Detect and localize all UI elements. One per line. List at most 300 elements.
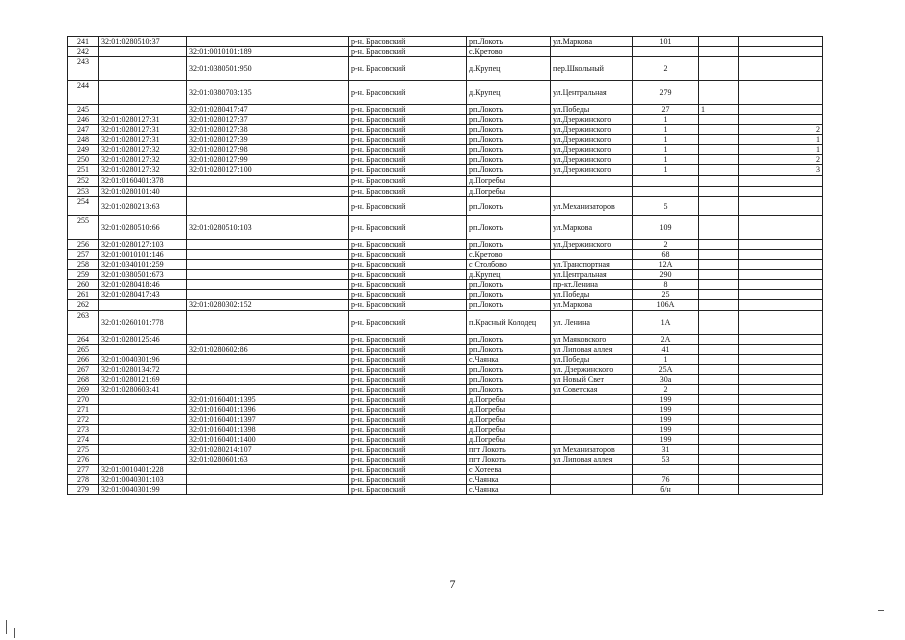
- street-cell: ул Липовая аллея: [551, 455, 633, 465]
- street-cell: [551, 47, 633, 57]
- street-cell: ул.Маркова: [551, 37, 633, 47]
- house-number-cell: 109: [633, 216, 699, 240]
- street-cell: [551, 485, 633, 495]
- house-number-cell: 1: [633, 355, 699, 365]
- extra-cell: 1: [699, 105, 739, 115]
- street-cell: ул.Центральная: [551, 81, 633, 105]
- extra-cell: [699, 165, 739, 176]
- street-cell: [551, 405, 633, 415]
- house-number-cell: 279: [633, 81, 699, 105]
- street-cell: [551, 435, 633, 445]
- extra-cell: 2: [739, 125, 823, 135]
- row-number-cell: 258: [68, 260, 99, 270]
- cadastral-number-cell: 32:01:0280213:63: [99, 197, 187, 216]
- extra-cell: [699, 375, 739, 385]
- table-row: [68, 415, 823, 425]
- table-row: [68, 176, 823, 187]
- house-number-cell: 2: [633, 385, 699, 395]
- settlement-cell: пгт Локоть: [467, 455, 551, 465]
- extra-cell: [739, 270, 823, 280]
- table-row: [68, 115, 823, 125]
- district-cell: р-н. Брасовский: [349, 485, 467, 495]
- table-row: [68, 485, 823, 495]
- street-cell: ул.Дзержинского: [551, 155, 633, 165]
- extra-cell: [739, 385, 823, 395]
- district-cell: р-н. Брасовский: [349, 135, 467, 145]
- district-cell: р-н. Брасовский: [349, 250, 467, 260]
- house-number-cell: 106А: [633, 300, 699, 311]
- extra-cell: [699, 250, 739, 260]
- district-cell: р-н. Брасовский: [349, 445, 467, 455]
- street-cell: [551, 425, 633, 435]
- district-cell: р-н. Брасовский: [349, 311, 467, 335]
- row-number-cell: 256: [68, 240, 99, 250]
- district-cell: р-н. Брасовский: [349, 395, 467, 405]
- cadastral-number-cell: 32:01:0280127:32: [99, 145, 187, 155]
- district-cell: р-н. Брасовский: [349, 155, 467, 165]
- row-number-cell: 277: [68, 465, 99, 475]
- extra-cell: [739, 240, 823, 250]
- district-cell: р-н. Брасовский: [349, 197, 467, 216]
- district-cell: р-н. Брасовский: [349, 300, 467, 311]
- table-body: [68, 37, 823, 495]
- street-cell: ул.Победы: [551, 290, 633, 300]
- cadastral-number-cell: 32:01:0280127:31: [99, 115, 187, 125]
- table-row: [68, 290, 823, 300]
- extra-cell: [739, 435, 823, 445]
- cadastral-number-cell: [99, 435, 187, 445]
- settlement-cell: д.Погребы: [467, 187, 551, 197]
- cadastral-number-cell: 32:01:0280121:69: [99, 375, 187, 385]
- extra-cell: [739, 216, 823, 240]
- related-cadastral-number-cell: 32:01:0280127:99: [187, 155, 349, 165]
- settlement-cell: рп.Локоть: [467, 290, 551, 300]
- row-number-cell: 278: [68, 475, 99, 485]
- district-cell: р-н. Брасовский: [349, 435, 467, 445]
- table-row: [68, 197, 823, 216]
- house-number-cell: 1: [633, 165, 699, 176]
- cadastral-number-cell: [99, 425, 187, 435]
- cadastral-number-cell: 32:01:0280134:72: [99, 365, 187, 375]
- street-cell: [551, 176, 633, 187]
- related-cadastral-number-cell: 32:01:0280127:38: [187, 125, 349, 135]
- street-cell: ул.Центральная: [551, 270, 633, 280]
- extra-cell: [699, 345, 739, 355]
- row-number-cell: 254: [68, 197, 99, 216]
- district-cell: р-н. Брасовский: [349, 385, 467, 395]
- street-cell: ул.Дзержинского: [551, 115, 633, 125]
- cadastral-number-cell: [99, 415, 187, 425]
- district-cell: р-н. Брасовский: [349, 455, 467, 465]
- related-cadastral-number-cell: 32:01:0380501:950: [187, 57, 349, 81]
- district-cell: р-н. Брасовский: [349, 125, 467, 135]
- row-number-cell: 242: [68, 47, 99, 57]
- extra-cell: [739, 375, 823, 385]
- table-row: [68, 375, 823, 385]
- related-cadastral-number-cell: 32:01:0280214:107: [187, 445, 349, 455]
- house-number-cell: [633, 187, 699, 197]
- settlement-cell: рп.Локоть: [467, 345, 551, 355]
- settlement-cell: с.Кретово: [467, 47, 551, 57]
- settlement-cell: рп.Локоть: [467, 365, 551, 375]
- extra-cell: [699, 187, 739, 197]
- row-number-cell: 273: [68, 425, 99, 435]
- row-number-cell: 264: [68, 335, 99, 345]
- extra-cell: [699, 37, 739, 47]
- extra-cell: [739, 395, 823, 405]
- extra-cell: [739, 405, 823, 415]
- house-number-cell: [633, 465, 699, 475]
- settlement-cell: рп.Локоть: [467, 135, 551, 145]
- related-cadastral-number-cell: [187, 197, 349, 216]
- district-cell: р-н. Брасовский: [349, 375, 467, 385]
- extra-cell: [699, 197, 739, 216]
- related-cadastral-number-cell: [187, 290, 349, 300]
- district-cell: р-н. Брасовский: [349, 81, 467, 105]
- table-row: [68, 250, 823, 260]
- table-row: [68, 270, 823, 280]
- house-number-cell: 1: [633, 135, 699, 145]
- extra-cell: [699, 365, 739, 375]
- house-number-cell: 2: [633, 57, 699, 81]
- settlement-cell: с.Чаянка: [467, 355, 551, 365]
- house-number-cell: 199: [633, 415, 699, 425]
- district-cell: р-н. Брасовский: [349, 280, 467, 290]
- house-number-cell: б/н: [633, 485, 699, 495]
- street-cell: ул.Маркова: [551, 216, 633, 240]
- row-number-cell: 274: [68, 435, 99, 445]
- related-cadastral-number-cell: [187, 485, 349, 495]
- table-row: [68, 405, 823, 415]
- cadastral-number-cell: 32:01:0040301:99: [99, 485, 187, 495]
- street-cell: ул.Дзержинского: [551, 125, 633, 135]
- table-row: [68, 395, 823, 405]
- street-cell: ул Липовая аллея: [551, 345, 633, 355]
- settlement-cell: рп.Локоть: [467, 115, 551, 125]
- cadastral-number-cell: [99, 300, 187, 311]
- table-row: [68, 445, 823, 455]
- extra-cell: [699, 445, 739, 455]
- related-cadastral-number-cell: 32:01:0280127:37: [187, 115, 349, 125]
- table-row: [68, 345, 823, 355]
- street-cell: [551, 395, 633, 405]
- street-cell: пр-кт.Ленина: [551, 280, 633, 290]
- row-number-cell: 244: [68, 81, 99, 105]
- extra-cell: 2: [739, 155, 823, 165]
- settlement-cell: д.Погребы: [467, 395, 551, 405]
- row-number-cell: 255: [68, 216, 99, 240]
- extra-cell: [739, 345, 823, 355]
- street-cell: [551, 187, 633, 197]
- related-cadastral-number-cell: [187, 465, 349, 475]
- related-cadastral-number-cell: 32:01:0280601:63: [187, 455, 349, 465]
- street-cell: ул Новый Свет: [551, 375, 633, 385]
- house-number-cell: 199: [633, 405, 699, 415]
- district-cell: р-н. Брасовский: [349, 47, 467, 57]
- cadastral-number-cell: 32:01:0040301:103: [99, 475, 187, 485]
- cadastral-number-cell: 32:01:0280101:40: [99, 187, 187, 197]
- house-number-cell: [633, 47, 699, 57]
- extra-cell: [739, 415, 823, 425]
- table-row: [68, 300, 823, 311]
- table-row: [68, 365, 823, 375]
- cadastral-number-cell: 32:01:0280418:46: [99, 280, 187, 290]
- extra-cell: [699, 385, 739, 395]
- house-number-cell: 101: [633, 37, 699, 47]
- row-number-cell: 251: [68, 165, 99, 176]
- related-cadastral-number-cell: 32:01:0160401:1400: [187, 435, 349, 445]
- settlement-cell: рп.Локоть: [467, 155, 551, 165]
- cadastral-number-cell: 32:01:0010401:228: [99, 465, 187, 475]
- district-cell: р-н. Брасовский: [349, 290, 467, 300]
- house-number-cell: 31: [633, 445, 699, 455]
- extra-cell: [699, 280, 739, 290]
- district-cell: р-н. Брасовский: [349, 176, 467, 187]
- settlement-cell: д.Погребы: [467, 435, 551, 445]
- page-number: 7: [449, 577, 456, 591]
- settlement-cell: с Хотеева: [467, 465, 551, 475]
- row-number-cell: 266: [68, 355, 99, 365]
- row-number-cell: 259: [68, 270, 99, 280]
- extra-cell: [739, 311, 823, 335]
- extra-cell: [699, 57, 739, 81]
- table-row: [68, 335, 823, 345]
- table-row: [68, 155, 823, 165]
- street-cell: [551, 250, 633, 260]
- related-cadastral-number-cell: 32:01:0280127:100: [187, 165, 349, 176]
- related-cadastral-number-cell: [187, 375, 349, 385]
- district-cell: р-н. Брасовский: [349, 187, 467, 197]
- related-cadastral-number-cell: 32:01:0160401:1396: [187, 405, 349, 415]
- table-row: [68, 37, 823, 47]
- street-cell: ул.Дзержинского: [551, 135, 633, 145]
- related-cadastral-number-cell: [187, 240, 349, 250]
- street-cell: ул.Дзержинского: [551, 240, 633, 250]
- street-cell: ул.Маркова: [551, 300, 633, 311]
- district-cell: р-н. Брасовский: [349, 345, 467, 355]
- related-cadastral-number-cell: [187, 335, 349, 345]
- table-row: [68, 260, 823, 270]
- settlement-cell: рп.Локоть: [467, 165, 551, 176]
- row-number-cell: 267: [68, 365, 99, 375]
- extra-cell: [739, 300, 823, 311]
- extra-cell: [739, 260, 823, 270]
- district-cell: р-н. Брасовский: [349, 105, 467, 115]
- house-number-cell: 53: [633, 455, 699, 465]
- related-cadastral-number-cell: 32:01:0280417:47: [187, 105, 349, 115]
- settlement-cell: рп.Локоть: [467, 105, 551, 115]
- related-cadastral-number-cell: 32:01:0280602:86: [187, 345, 349, 355]
- cadastral-number-cell: 32:01:0340101:259: [99, 260, 187, 270]
- extra-cell: [739, 455, 823, 465]
- row-number-cell: 243: [68, 57, 99, 81]
- settlement-cell: рп.Локоть: [467, 125, 551, 135]
- extra-cell: [699, 135, 739, 145]
- related-cadastral-number-cell: [187, 260, 349, 270]
- house-number-cell: 76: [633, 475, 699, 485]
- row-number-cell: 261: [68, 290, 99, 300]
- extra-cell: [699, 335, 739, 345]
- row-number-cell: 250: [68, 155, 99, 165]
- settlement-cell: д.Погребы: [467, 425, 551, 435]
- house-number-cell: 290: [633, 270, 699, 280]
- settlement-cell: рп.Локоть: [467, 197, 551, 216]
- extra-cell: [699, 176, 739, 187]
- extra-cell: [699, 395, 739, 405]
- cadastral-number-cell: 32:01:0280127:31: [99, 125, 187, 135]
- extra-cell: [739, 425, 823, 435]
- extra-cell: [739, 280, 823, 290]
- street-cell: ул.Победы: [551, 355, 633, 365]
- district-cell: р-н. Брасовский: [349, 335, 467, 345]
- district-cell: р-н. Брасовский: [349, 405, 467, 415]
- cadastral-number-cell: [99, 47, 187, 57]
- settlement-cell: рп.Локоть: [467, 300, 551, 311]
- cadastral-number-cell: 32:01:0280125:46: [99, 335, 187, 345]
- extra-cell: 3: [739, 165, 823, 176]
- house-number-cell: 27: [633, 105, 699, 115]
- house-number-cell: 41: [633, 345, 699, 355]
- cadastral-number-cell: [99, 395, 187, 405]
- extra-cell: [699, 240, 739, 250]
- settlement-cell: с Столбово: [467, 260, 551, 270]
- cadastral-number-cell: 32:01:0280127:32: [99, 155, 187, 165]
- related-cadastral-number-cell: 32:01:0280127:39: [187, 135, 349, 145]
- settlement-cell: рп.Локоть: [467, 375, 551, 385]
- house-number-cell: 68: [633, 250, 699, 260]
- extra-cell: [699, 260, 739, 270]
- house-number-cell: 8: [633, 280, 699, 290]
- settlement-cell: д.Крупец: [467, 270, 551, 280]
- street-cell: ул. Дзержинского: [551, 365, 633, 375]
- district-cell: р-н. Брасовский: [349, 57, 467, 81]
- row-number-cell: 263: [68, 311, 99, 335]
- street-cell: ул Советская: [551, 385, 633, 395]
- house-number-cell: 25: [633, 290, 699, 300]
- extra-cell: [739, 81, 823, 105]
- house-number-cell: 1А: [633, 311, 699, 335]
- settlement-cell: рп.Локоть: [467, 240, 551, 250]
- table-row: [68, 105, 823, 115]
- related-cadastral-number-cell: [187, 250, 349, 260]
- table-row: [68, 81, 823, 105]
- extra-cell: [739, 115, 823, 125]
- related-cadastral-number-cell: [187, 37, 349, 47]
- cadastral-table: [67, 36, 823, 495]
- cadastral-number-cell: 32:01:0280510:37: [99, 37, 187, 47]
- extra-cell: [739, 445, 823, 455]
- row-number-cell: 260: [68, 280, 99, 290]
- table-row: [68, 455, 823, 465]
- cadastral-number-cell: [99, 455, 187, 465]
- table-row: [68, 311, 823, 335]
- settlement-cell: д.Погребы: [467, 176, 551, 187]
- street-cell: ул.Дзержинского: [551, 165, 633, 176]
- row-number-cell: 268: [68, 375, 99, 385]
- extra-cell: [739, 290, 823, 300]
- row-number-cell: 241: [68, 37, 99, 47]
- extra-cell: [699, 405, 739, 415]
- district-cell: р-н. Брасовский: [349, 475, 467, 485]
- scan-artifact: [6, 620, 7, 634]
- extra-cell: [739, 250, 823, 260]
- street-cell: ул.Победы: [551, 105, 633, 115]
- district-cell: р-н. Брасовский: [349, 165, 467, 176]
- table-row: [68, 465, 823, 475]
- related-cadastral-number-cell: 32:01:0160401:1395: [187, 395, 349, 405]
- row-number-cell: 252: [68, 176, 99, 187]
- table-row: [68, 385, 823, 395]
- extra-cell: 1: [739, 145, 823, 155]
- table-row: [68, 280, 823, 290]
- settlement-cell: рп.Локоть: [467, 145, 551, 155]
- extra-cell: [739, 187, 823, 197]
- related-cadastral-number-cell: [187, 475, 349, 485]
- settlement-cell: пгт Локоть: [467, 445, 551, 455]
- extra-cell: [739, 465, 823, 475]
- table-row: [68, 165, 823, 176]
- table-row: [68, 216, 823, 240]
- cadastral-number-cell: 32:01:0160401:378: [99, 176, 187, 187]
- house-number-cell: 2А: [633, 335, 699, 345]
- cadastral-number-cell: 32:01:0040301:96: [99, 355, 187, 365]
- table-row: [68, 425, 823, 435]
- district-cell: р-н. Брасовский: [349, 365, 467, 375]
- cadastral-number-cell: 32:01:0380501:673: [99, 270, 187, 280]
- related-cadastral-number-cell: 32:01:0160401:1397: [187, 415, 349, 425]
- house-number-cell: 199: [633, 395, 699, 405]
- table-row: [68, 240, 823, 250]
- row-number-cell: 246: [68, 115, 99, 125]
- extra-cell: [739, 475, 823, 485]
- row-number-cell: 265: [68, 345, 99, 355]
- extra-cell: [699, 270, 739, 280]
- related-cadastral-number-cell: [187, 385, 349, 395]
- house-number-cell: 199: [633, 425, 699, 435]
- settlement-cell: рп.Локоть: [467, 37, 551, 47]
- house-number-cell: 25А: [633, 365, 699, 375]
- street-cell: [551, 465, 633, 475]
- district-cell: р-н. Брасовский: [349, 115, 467, 125]
- house-number-cell: [633, 176, 699, 187]
- cadastral-number-cell: [99, 445, 187, 455]
- row-number-cell: 249: [68, 145, 99, 155]
- table-row: [68, 475, 823, 485]
- extra-cell: [699, 425, 739, 435]
- street-cell: ул.Механизаторов: [551, 197, 633, 216]
- settlement-cell: рп.Локоть: [467, 216, 551, 240]
- district-cell: р-н. Брасовский: [349, 425, 467, 435]
- extra-cell: [699, 81, 739, 105]
- district-cell: р-н. Брасовский: [349, 216, 467, 240]
- street-cell: ул.Дзержинского: [551, 145, 633, 155]
- cadastral-number-cell: [99, 405, 187, 415]
- settlement-cell: с.Чаянка: [467, 485, 551, 495]
- related-cadastral-number-cell: 32:01:0160401:1398: [187, 425, 349, 435]
- house-number-cell: 1: [633, 115, 699, 125]
- row-number-cell: 270: [68, 395, 99, 405]
- related-cadastral-number-cell: [187, 311, 349, 335]
- table-row: [68, 125, 823, 135]
- settlement-cell: п.Красный Колодец: [467, 311, 551, 335]
- related-cadastral-number-cell: [187, 270, 349, 280]
- settlement-cell: с.Кретово: [467, 250, 551, 260]
- related-cadastral-number-cell: 32:01:0280302:152: [187, 300, 349, 311]
- house-number-cell: 1: [633, 155, 699, 165]
- extra-cell: [699, 155, 739, 165]
- extra-cell: [699, 115, 739, 125]
- related-cadastral-number-cell: [187, 176, 349, 187]
